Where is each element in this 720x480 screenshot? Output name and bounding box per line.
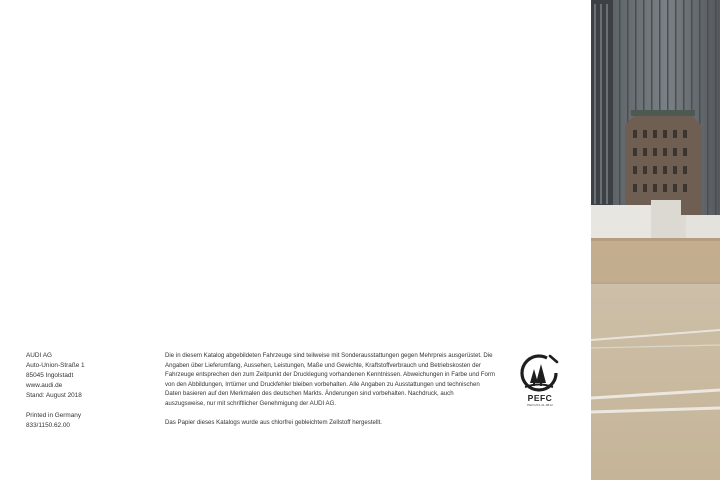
edition-date: Stand: August 2018	[26, 392, 82, 399]
pefc-logo	[517, 353, 563, 411]
city-rooftop-photo	[591, 0, 720, 480]
imprint-block	[26, 351, 136, 431]
pefc-wordmark: PEFC	[527, 393, 553, 403]
city-address: 85045 Ingolstadt	[26, 372, 74, 379]
website-link[interactable]: www.audi.de	[26, 382, 63, 389]
legal-notice	[165, 351, 495, 436]
street-address: Auto-Union-Straße 1	[26, 362, 85, 369]
printed-in: Printed in Germany	[26, 412, 82, 419]
order-number: 833/1150.62.00	[26, 422, 70, 429]
legal-paragraph-paper: Das Papier dieses Katalogs wurde aus chlorfrei gebleichtem Zellstoff hergestellt.	[165, 418, 383, 426]
company-name: AUDI AG	[26, 352, 52, 359]
pefc-tree-icon	[517, 353, 563, 393]
legal-paragraph-disclaimer: Die in diesem Katalog abgebildeten Fahrzeuge sind teilweise mit Sonderausstattungen gegen Mehrpreis ausgerüstet. Die Angaben über Lieferumfang, Aussehen, Leistungen, Maße und Gewichte, Kraftstoffverbrauch und Betriebskosten der Fahrzeuge entsprechen den zum Zeitpunkt der Drucklegung vorhandenen Kenntnissen. Abweichungen in Farbe und Form von den Abbildungen, Irrtümer und Druckfehler bleiben vorbehalten. Alle Angaben zu Ausstattungen und technischen Daten basieren auf den Merkmalen des deutschen Markts. Änderungen sind vorbehalten. Nachdruck, auch auszugsweise, nur mit schriftlicher Genehmigung der AUDI AG.	[165, 352, 495, 407]
city-rooftop-image	[591, 0, 720, 480]
pefc-certificate-number: PEFC/04-31-0812	[527, 403, 553, 407]
